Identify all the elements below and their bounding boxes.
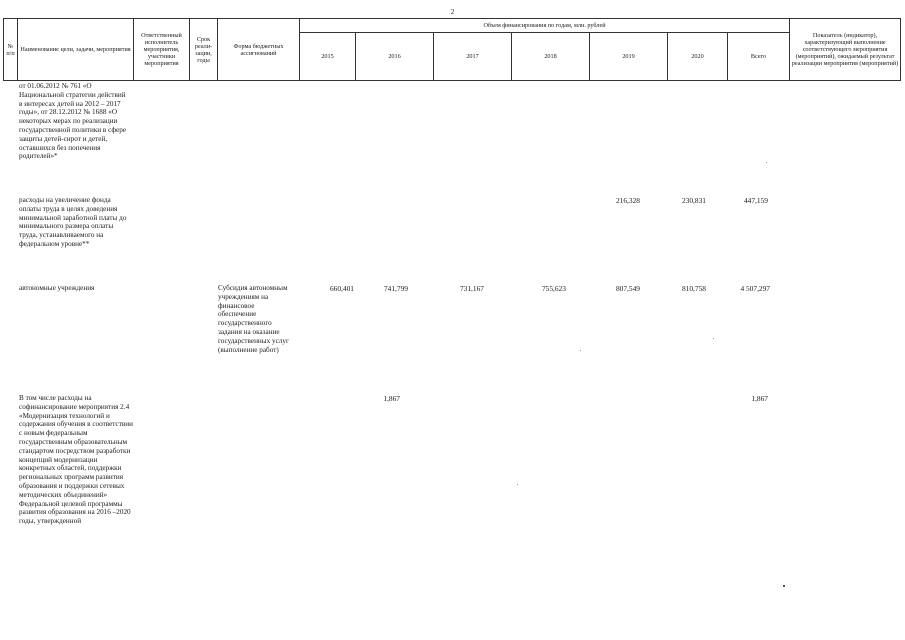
row2-value-2019: 216,328	[615, 196, 640, 205]
row3-form: Субсидия автономным учреждениям на финансовое обеспечение государственного задания на оказание государственных услуг (выполнение работ)	[218, 284, 289, 354]
header-year-2015: 2015	[300, 33, 356, 81]
header-indicator: Показатель (индикатор), характеризующий выполнение соответствующего мероприятия (мероприятий), ожидаемый результат реализации мероприятия (мероприятий)	[790, 19, 901, 81]
header-year-2017: 2017	[434, 33, 512, 81]
scan-speck	[783, 585, 785, 587]
row2-name: расходы на увеличение фонда оплаты труда в целях доведения минимальной заработной платы до минимального размера оплаты труда, устанавливаемого на федеральном уровне**	[19, 196, 127, 248]
row3-value-2017: 731,167	[459, 284, 484, 293]
scan-speck	[580, 350, 581, 351]
row2-value-2020: 230,831	[681, 196, 706, 205]
row1-name: от 01.06.2012 № 761 «О Национальной стратегии действий в интересах детей на 2012 – 2017 годы», от 28.12.2012 № 1688 «О некоторых мерах по реализации государственной политики в сфере защиты детей-сирот и детей, оставшихся без попечения родителей»*	[19, 82, 127, 161]
row3-value-2016: 741,799	[383, 284, 408, 293]
header-number: № п/п	[4, 19, 18, 81]
row2-value-total: 447,159	[743, 196, 768, 205]
table-header	[3, 18, 901, 81]
row3-value-2015: 660,401	[329, 284, 354, 293]
row4-name: В том числе расходы на софинансирование мероприятия 2.4 «Модернизация технологий и содержания обучения в соответствии с новым федеральным государственным образовательным стандартом посредством разработки концепций модернизации конкретных областей, поддержки региональных программ развития образования и поддержки сетевых методических объединений» Федеральной целевой программы развития образования на 2016 –2020 годы, утвержденной	[19, 394, 133, 526]
header-name: Наименование цели, задачи, мероприятия	[18, 19, 134, 81]
row3-name: автономные учреждения	[19, 284, 95, 292]
row4-value-2016: 1,867	[383, 394, 400, 403]
header-total: Всего	[728, 33, 790, 81]
row3-value-2020: 810,758	[681, 284, 706, 293]
header-term: Срок реали-зации, годы	[190, 19, 218, 81]
header-executor: Ответственный исполнитель мероприятия, участники мероприятия	[134, 19, 190, 81]
header-year-2019: 2019	[590, 33, 668, 81]
header-year-2018: 2018	[512, 33, 590, 81]
header-form: Форма бюджетных ассигнований	[218, 19, 300, 81]
row3-value-total: 4 507,297	[740, 284, 770, 293]
header-year-2016: 2016	[356, 33, 434, 81]
scan-speck	[766, 162, 767, 163]
row3-value-2019: 807,549	[615, 284, 640, 293]
row4-value-total: 1,867	[751, 394, 768, 403]
header-volume: Объем финансирования по годам, млн. рублей	[300, 19, 790, 33]
scan-speck	[713, 338, 714, 339]
row3-value-2018: 755,623	[541, 284, 566, 293]
page-number: 2	[450, 8, 455, 16]
scan-speck	[517, 484, 518, 485]
header-year-2020: 2020	[668, 33, 728, 81]
